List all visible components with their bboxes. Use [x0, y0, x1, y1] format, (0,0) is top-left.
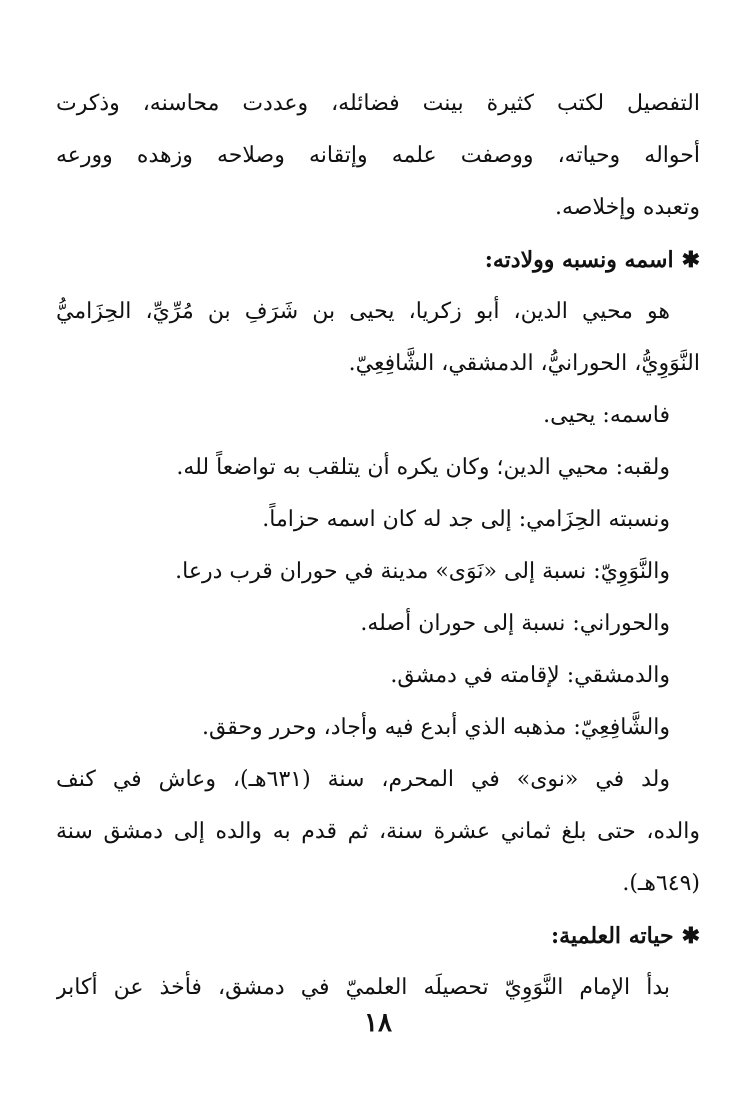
paragraph-line: فاسمه: يحيى.	[543, 403, 670, 428]
paragraph-line: (٦٤٩هـ).	[622, 871, 700, 896]
paragraph-line: والنَّوَوِيّ: نسبة إلى «نَوَى» مدينة في حوران قرب درعا.	[175, 559, 670, 584]
page-number: ١٨	[364, 1008, 392, 1038]
paragraph-line: والده، حتى بلغ ثماني عشرة سنة، ثم قدم به والده إلى دمشق سنة	[56, 819, 700, 844]
page-text	[56, 78, 700, 1014]
asterisk-bullet-icon: ✱	[681, 247, 700, 273]
paragraph-line: هو محيي الدين، أبو زكريا، يحيى بن شَرَفِ بن مُرِّيِّ، الحِزَاميُّ	[56, 299, 670, 324]
paragraph-line: ونسبته الحِزَامي: إلى جد له كان اسمه حزاماً.	[262, 507, 670, 532]
section-heading-scholarly-life	[56, 910, 700, 962]
paragraph-line: ولد في «نوى» في المحرم، سنة (٦٣١هـ)، وعاش في كنف	[56, 767, 671, 792]
paragraph-line: النَّوَوِيُّ، الحورانيُّ، الدمشقي، الشَّافِعِيّ.	[348, 351, 700, 376]
heading-text: حياته العلمية:	[551, 923, 674, 949]
asterisk-bullet-icon: ✱	[681, 923, 700, 949]
heading-text: اسمه ونسبه وولادته:	[484, 247, 674, 273]
paragraph-line: والحوراني: نسبة إلى حوران أصله.	[360, 611, 670, 636]
paragraph-line: وتعبده وإخلاصه.	[555, 195, 700, 220]
paragraph-line: والدمشقي: لإقامته في دمشق.	[390, 663, 670, 688]
section-heading-name-lineage	[56, 234, 700, 286]
paragraph-line: بدأ الإمام النَّوَوِيّ تحصيلَه العلميّ في دمشق، فأخذ عن أكابر	[56, 975, 670, 1000]
paragraph-line: والشَّافِعِيّ: مذهبه الذي أبدع فيه وأجاد، وحرر وحقق.	[201, 715, 670, 740]
paragraph-line: ولقبه: محيي الدين؛ وكان يكره أن يتلقب به تواضعاً لله.	[176, 455, 670, 480]
paragraph-line: التفصيل لكتب كثيرة بينت فضائله، وعددت محاسنه، وذكرت	[56, 91, 700, 116]
paragraph-line: أحواله وحياته، ووصفت علمه وإتقانه وصلاحه وزهده وورعه	[56, 143, 700, 168]
